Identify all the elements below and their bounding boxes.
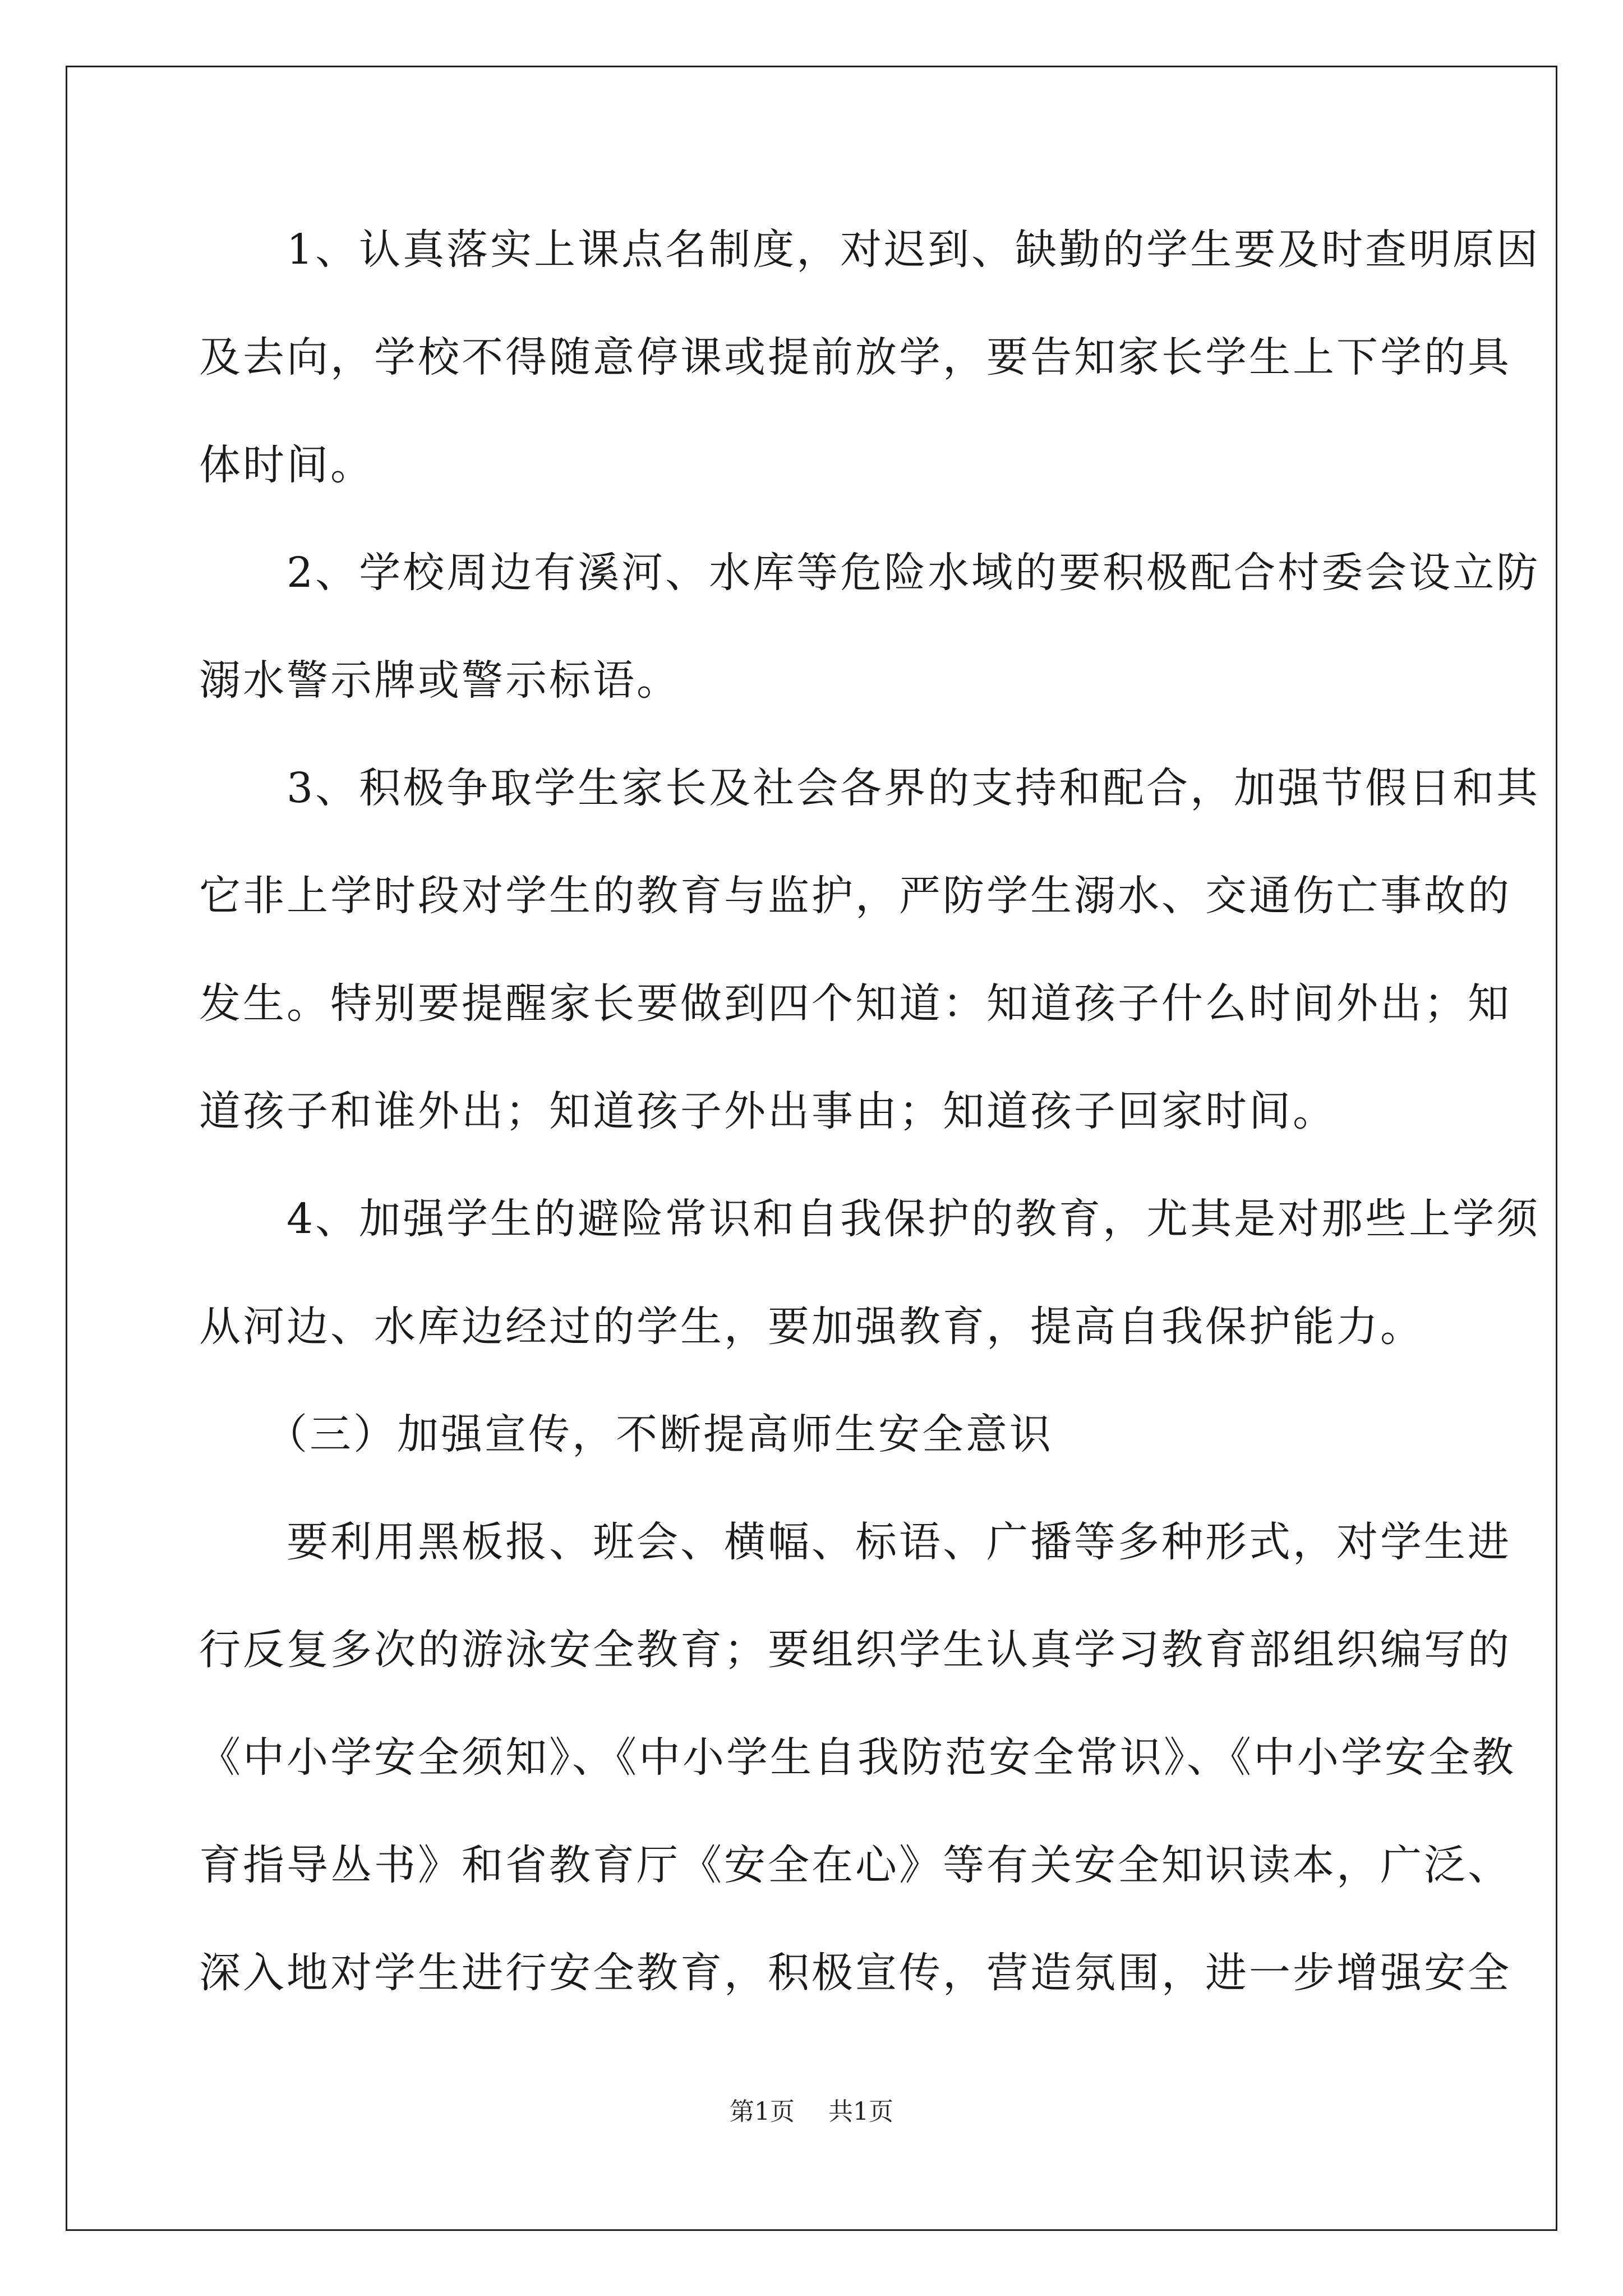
section-heading: （三）加强宣传，不断提高师生安全意识 xyxy=(199,1410,1053,1458)
text-line-15: 《中小学安全须知》、《中小学生自我防范安全常识》、《中小学安全教 xyxy=(199,1733,1516,1782)
text-line-4: 2、学校周边有溪河、水库等危险水域的要积极配合村委会设立防 xyxy=(199,549,1541,597)
text-line-1: 1、认真落实上课点名制度，对迟到、缺勤的学生要及时查明原因 xyxy=(199,226,1541,274)
text-line-3: 体时间。 xyxy=(199,441,374,489)
text-line-8: 发生。特别要提醒家长要做到四个知道：知道孩子什么时间外出；知 xyxy=(199,979,1511,1028)
text-line-7: 它非上学时段对学生的教育与监护，严防学生溺水、交通伤亡事故的 xyxy=(199,872,1511,920)
text-line-5: 溺水警示牌或警示标语。 xyxy=(199,656,680,705)
text-line-9: 道孩子和谁外出；知道孩子外出事由；知道孩子回家时间。 xyxy=(199,1087,1336,1135)
page-total: 共1页 xyxy=(828,2097,893,2126)
page-footer xyxy=(0,2095,1623,2129)
text-line-16: 育指导丛书》和省教育厅《安全在心》等有关安全知识读本，广泛、 xyxy=(199,1841,1511,1889)
text-line-13: 要利用黑板报、班会、横幅、标语、广播等多种形式，对学生进 xyxy=(199,1518,1511,1566)
text-line-6: 3、积极争取学生家长及社会各界的支持和配合，加强节假日和其 xyxy=(199,764,1541,812)
text-line-14: 行反复多次的游泳安全教育；要组织学生认真学习教育部组织编写的 xyxy=(199,1626,1511,1674)
text-line-17: 深入地对学生进行安全教育，积极宣传，营造氛围，进一步增强安全 xyxy=(199,1949,1511,1997)
text-line-11: 从河边、水库边经过的学生，要加强教育，提高自我保护能力。 xyxy=(199,1303,1424,1351)
page-number: 第1页 xyxy=(730,2097,795,2126)
text-line-2: 及去向，学校不得随意停课或提前放学，要告知家长学生上下学的具 xyxy=(199,333,1511,381)
text-line-10: 4、加强学生的避险常识和自我保护的教育，尤其是对那些上学须 xyxy=(199,1195,1541,1243)
